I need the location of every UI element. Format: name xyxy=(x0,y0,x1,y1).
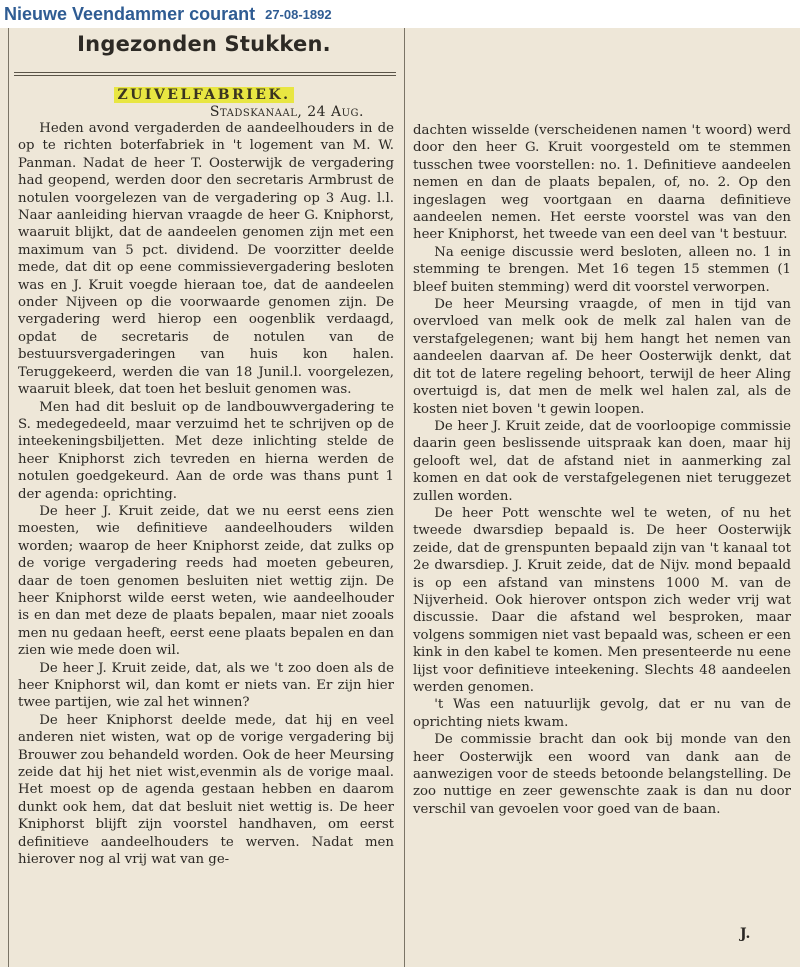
paragraph: De commissie bracht dan ook bij monde van den heer Oosterwijk een woord van dank aan de aanwezigen voor de steeds betoonde belangstelling. De zoo nuttige en zeer gewenschte zaak is dan nu door verschil van gevoelen voor goed van de baan. xyxy=(413,732,791,817)
column-right xyxy=(413,122,791,818)
left-border-rule xyxy=(8,28,9,967)
section-heading: Ingezonden Stukken. xyxy=(77,32,331,56)
author-signature: J. xyxy=(740,926,751,942)
newspaper-title: Nieuwe Veendammer courant xyxy=(4,3,256,24)
heading-rule-bottom xyxy=(14,75,396,76)
publication-date: 27-08-1892 xyxy=(265,6,332,22)
paragraph: De heer J. Kruit zeide, dat de voorloopige commissie daarin geen beslissende uitspraak kan doen, maar hij gelooft wel, dat de afstand niet in aanmerking zal komen en dat ook de verstafgelegenen niet teruggezet zullen worden. xyxy=(413,418,791,504)
paragraph: De heer Kniphorst deelde mede, dat hij en veel anderen niet wisten, wat op de vorige vergadering bij Brouwer zou behandeld worden. Ook de heer Meursing zeide dat hij het niet wist,evenmin als de vorige maal. Het moest op de agenda gestaan hebben en daarom dunkt ook hem, dat dat besluit niet wettig is. De heer Kniphorst blijft zijn voorstel handhaven, om eerst definitieve aandeelhouders te werven. Nadat men hierover nog al vrij wat van ge- xyxy=(18,712,394,868)
paragraph: dachten wisselde (verscheidenen namen 't woord) werd door den heer G. Kruit voorgesteld om te stemmen tusschen twee voorstellen: no. 1. Definitieve aandeelen nemen en dan de plaats bepalen, of, no. 2. Op den ingeslagen weg voortgaan en daarna definitieve aandeelen nemen. Het eerste voorstel was van den heer Kniphorst, het tweede van een deel van 't bestuur. xyxy=(413,123,791,243)
paragraph: De heer Pott wenschte wel te weten, of nu het tweede dwarsdiep bepaald is. De heer Oosterwijk zeide, dat de grenspunten bepaald zijn van 't kanaal tot 2e dwarsdiep. J. Kruit zeide, dat de Nijv. mond bepaald is op een afstand van minstens 1000 M. van de Nijverheid. Ook hierover ontspon zich weder vrij wat discussie. Daar die afstand wel besproken, maar volgens sommigen niet vast bepaald was, scheen er een kink in den kabel te komen. Men presenteerde nu eene lijst voor definitieve inteekening. Slechts 48 aandeelen werden genomen. xyxy=(413,505,791,695)
paragraph: De heer J. Kruit zeide, dat we nu eerst eens zien moesten, wie definitieve aandeelhouders wilden worden; waarop de heer Kniphorst zeide, dat zulks op de vorige vergadering reeds had moeten gebeuren, daar de toen genomen besluiten niet wettig zijn. De heer Kniphorst wilde eerst weten, wie aandeelhouder is en dan met deze de plaats bepalen, maar niet zooals men nu gedaan heeft, eerst eene plaats bepalen en dan zien wie mede doen wil. xyxy=(18,503,394,659)
newspaper-clipping xyxy=(0,28,800,967)
paragraph: Na eenige discussie werd besloten, alleen no. 1 in stemming te brengen. Met 16 tegen 15 stemmen (1 bleef buiten stemming) werd dit voorstel verworpen. xyxy=(413,244,791,295)
column-divider xyxy=(404,28,405,967)
paragraph: De heer J. Kruit zeide, dat, als we 't zoo doen als de heer Kniphorst wil, dan komt er niets van. Er zijn hier twee partijen, wie zal het winnen? xyxy=(18,660,394,711)
masthead xyxy=(0,0,800,28)
paragraph: De heer Meursing vraagde, of men in tijd van overvloed van melk ook de melk zal halen van de verstafgelegenen; want bij hem hangt het nemen van aandeelen daarvan af. De heer Oosterwijk denkt, dat dit tot de latere regeling behoort, terwijl de heer Aling overtuigd is, dat men de melk wel halen zal, als de kosten niet boven 't gewin loopen. xyxy=(413,297,791,417)
paragraph: Heden avond vergaderden de aandeelhouders in de op te richten boterfabriek in 't logement van M. W. Panman. Nadat de heer T. Oosterwijk de vergadering had geopend, werden door den secretaris Armbrust de notulen voorgelezen van de vergadering op 3 Aug. l.l. Naar aanleiding hiervan vraagde de heer G. Kniphorst, waaruit blijkt, dat de aandeelen genomen zijn met een maximum van 5 pct. dividend. De voorzitter deelde mede, dat dit op eene commissievergadering besloten was en J. Kruit voegde hieraan toe, dat de aandeelen onder Nijveen op die voorwaarde genomen zijn. De vergadering werd hierop een oogenblik verdaagd, opdat de secretaris de notulen van de bestuursvergaderingen van huis kon halen. Teruggekeerd, werden die van 18 Junil.l. voorgelezen, waaruit bleek, dat toen het besluit genomen was. xyxy=(18,121,394,398)
paragraph: 't Was een natuurlijk gevolg, dat er nu van de oprichting niets kwam. xyxy=(413,697,791,730)
heading-rule-top xyxy=(14,72,396,73)
dateline: Stadskanaal, 24 Aug. xyxy=(209,104,364,120)
paragraph: Men had dit besluit op de landbouwvergadering te S. medegedeeld, maar verzuimd het te schrijven op de inteekeningsbiljetten. Met deze inlichting stelde de heer Kniphorst zich tevreden en hierna werden de notulen goedgekeurd. Aan de orde was thans punt 1 der agenda: oprichting. xyxy=(18,399,394,502)
article-title xyxy=(12,84,396,103)
column-left xyxy=(18,120,394,868)
article-title-highlight: ZUIVELFABRIEK. xyxy=(114,87,293,103)
